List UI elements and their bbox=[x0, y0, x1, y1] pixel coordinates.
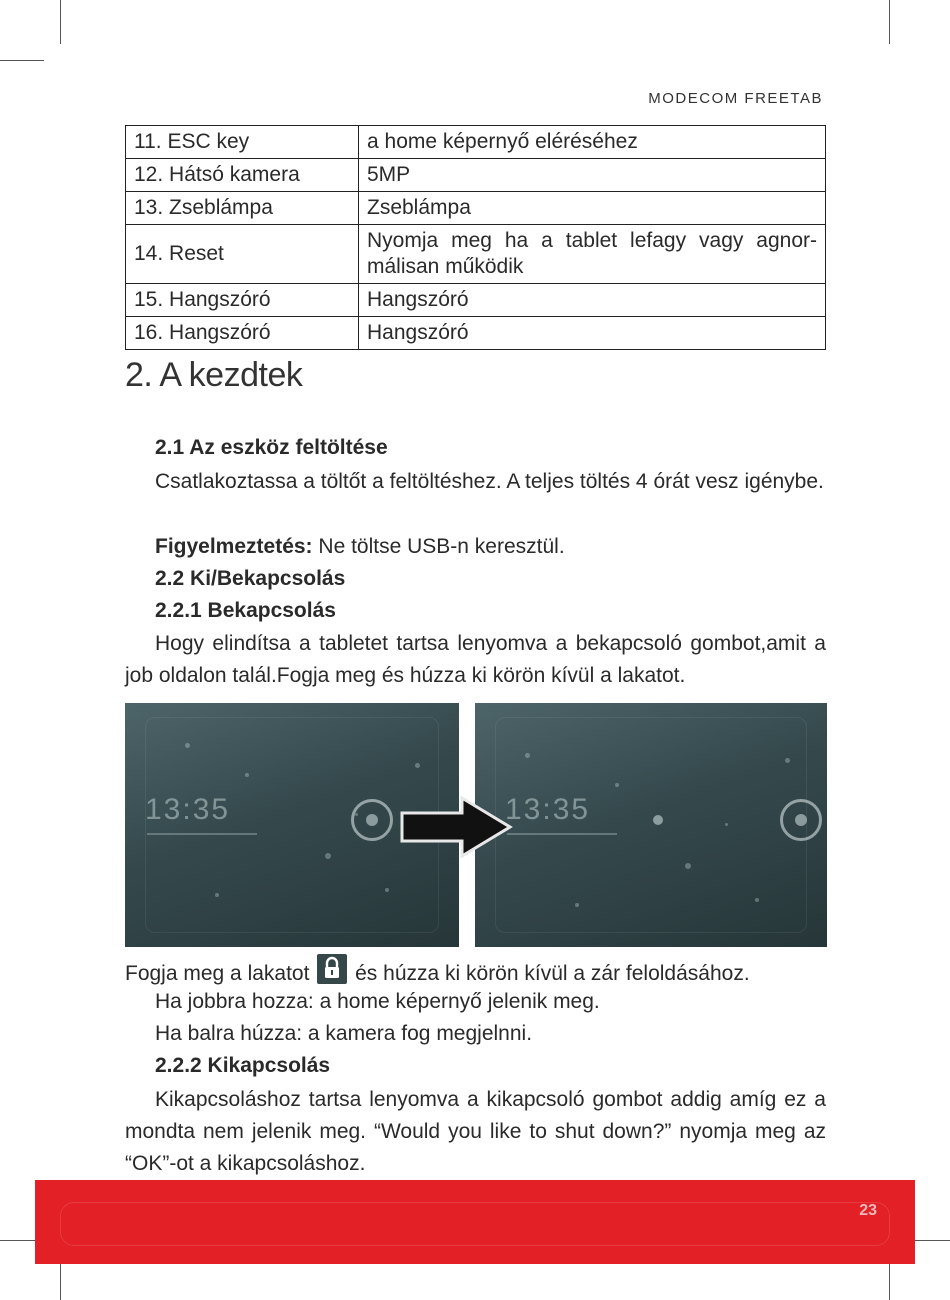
warning-line bbox=[155, 531, 565, 563]
page-number: 23 bbox=[859, 1202, 877, 1219]
table-row bbox=[126, 284, 826, 317]
footer-band bbox=[35, 1180, 915, 1264]
table-cell-label: 13. Zseblámpa bbox=[126, 192, 359, 225]
crop-mark bbox=[60, 0, 61, 44]
table-row bbox=[126, 317, 826, 350]
section-heading: 2.1 Az eszköz feltöltése bbox=[155, 436, 388, 459]
water-drop bbox=[245, 773, 249, 777]
water-drop bbox=[575, 903, 579, 907]
footer-frame bbox=[60, 1202, 890, 1246]
table-row bbox=[126, 159, 826, 192]
paragraph bbox=[125, 1084, 826, 1180]
crop-mark bbox=[0, 60, 44, 61]
paragraph-text: és húzza ki körön kívül a zár feloldásához. bbox=[355, 962, 750, 985]
crop-mark bbox=[889, 0, 890, 44]
water-drop bbox=[685, 863, 691, 869]
paragraph-text: Csatlakoztassa a töltőt a feltöltéshez. A teljes töltés 4 órát vesz igénybe. bbox=[155, 470, 824, 493]
table-cell-value: Hangszóró bbox=[359, 317, 826, 350]
slider-dot bbox=[653, 815, 663, 825]
lockscreen-clock: 13:35 bbox=[505, 793, 591, 826]
section-heading: 2.2 Ki/Bekapcsolás bbox=[155, 567, 346, 590]
table-cell-label: 12. Hátsó kamera bbox=[126, 159, 359, 192]
table-cell-label: 14. Reset bbox=[126, 225, 359, 284]
water-drop bbox=[755, 898, 759, 902]
table-cell-label: 16. Hangszóró bbox=[126, 317, 359, 350]
water-drop bbox=[615, 783, 619, 787]
water-drop bbox=[525, 753, 530, 758]
water-drop bbox=[785, 758, 790, 763]
paragraph: Ha balra húzza: a kamera fog megjelnni. bbox=[155, 1022, 533, 1045]
water-drop bbox=[325, 853, 331, 859]
unlock-ring-icon bbox=[780, 799, 822, 841]
arrow-right-icon bbox=[398, 795, 514, 859]
table-cell-label: 11. ESC key bbox=[126, 126, 359, 159]
paragraph-text: Hogy elindítsa a tabletet tartsa lenyomva a bekapcsoló gombot,amit a job oldalon talál.Fogja meg és húzza ki körön kívül a lakatot. bbox=[125, 632, 826, 687]
warning-text: Ne töltse USB-n keresztül. bbox=[318, 535, 565, 558]
table-row bbox=[126, 192, 826, 225]
table-cell-value: Nyomja meg ha a tablet lefagy vagy agnor-málisan működik bbox=[359, 225, 826, 284]
table-cell-value: Zseblámpa bbox=[359, 192, 826, 225]
water-drop bbox=[725, 823, 728, 826]
chapter-title: 2. A kezdtek bbox=[125, 356, 303, 394]
paragraph bbox=[125, 466, 826, 498]
warning-label: Figyelmeztetés: bbox=[155, 535, 313, 558]
table-cell-value: Hangszóró bbox=[359, 284, 826, 317]
section-heading: 2.2.2 Kikapcsolás bbox=[155, 1054, 331, 1077]
clock-underline bbox=[507, 833, 617, 835]
section-heading: 2.2.1 Bekapcsolás bbox=[155, 599, 336, 622]
unlock-instruction bbox=[125, 954, 750, 990]
water-drop bbox=[215, 893, 219, 897]
water-drop bbox=[415, 763, 420, 768]
unlock-ring-icon bbox=[351, 799, 393, 841]
table-row bbox=[126, 126, 826, 159]
water-drop bbox=[185, 743, 190, 748]
clock-underline bbox=[147, 833, 257, 835]
paragraph-text: Kikapcsoláshoz tartsa lenyomva a kikapcsoló gombot addig amíg ez a mondta nem jelenik meg. “Would you like to shut down?” nyomja meg az “OK”-ot a kikapcsoláshoz. bbox=[125, 1088, 826, 1175]
table-row bbox=[126, 225, 826, 284]
lockscreen-screenshot-right bbox=[475, 703, 827, 947]
paragraph-text: Fogja meg a lakatot bbox=[125, 962, 310, 985]
paragraph bbox=[125, 628, 826, 692]
lockscreen-clock: 13:35 bbox=[145, 793, 231, 826]
table-cell-label: 15. Hangszóró bbox=[126, 284, 359, 317]
lock-icon bbox=[317, 954, 347, 984]
paragraph: Ha jobbra hozza: a home képernyő jelenik meg. bbox=[155, 990, 600, 1013]
table-cell-value: 5MP bbox=[359, 159, 826, 192]
spec-table bbox=[125, 125, 826, 350]
header-brand: MODECOM FREETAB bbox=[648, 90, 823, 107]
water-drop bbox=[385, 888, 389, 892]
table-cell-value: a home képernyő eléréséhez bbox=[359, 126, 826, 159]
